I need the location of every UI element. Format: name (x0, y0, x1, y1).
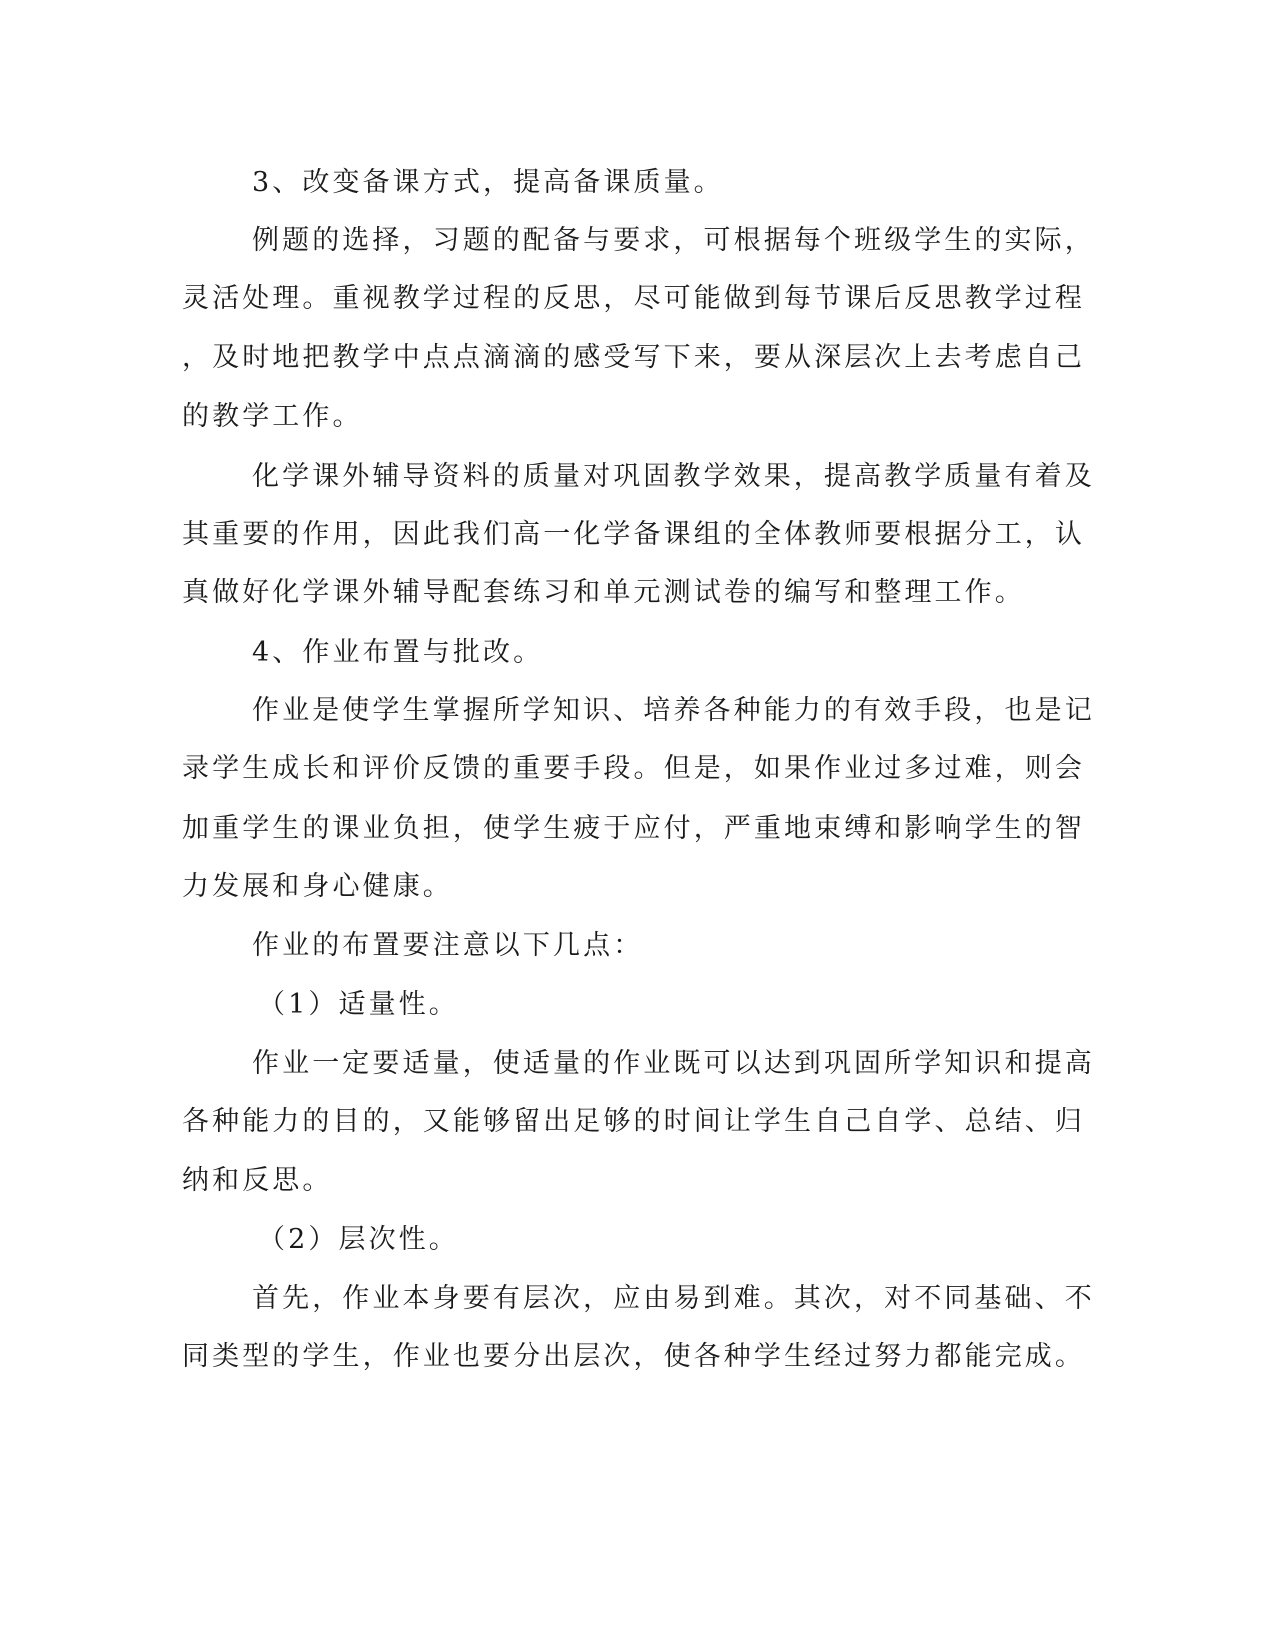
paragraph-line: 作业一定要适量，使适量的作业既可以达到巩固所学知识和提高 (252, 1048, 1095, 1079)
paragraph-line: 首先，作业本身要有层次，应由易到难。其次，对不同基础、不 (252, 1283, 1095, 1314)
subheading-1: （1）适量性。 (258, 989, 459, 1020)
paragraph-line: 录学生成长和评价反馈的重要手段。但是，如果作业过多过难，则会 (182, 753, 1085, 784)
paragraph-line: 的教学工作。 (182, 401, 363, 432)
paragraph-line: 作业的布置要注意以下几点： (252, 930, 644, 961)
paragraph-line: 真做好化学课外辅导配套练习和单元测试卷的编写和整理工作。 (182, 577, 1025, 608)
paragraph-line: 各种能力的目的，又能够留出足够的时间让学生自己自学、总结、归 (182, 1106, 1085, 1137)
paragraph-line: 灵活处理。重视教学过程的反思，尽可能做到每节课后反思教学过程 (182, 283, 1085, 314)
paragraph-line: 力发展和身心健康。 (182, 871, 453, 902)
paragraph-line: 例题的选择，习题的配备与要求，可根据每个班级学生的实际， (252, 225, 1095, 256)
paragraph-line: 作业是使学生掌握所学知识、培养各种能力的有效手段，也是记 (252, 695, 1095, 726)
paragraph-line: ，及时地把教学中点点滴滴的感受写下来，要从深层次上去考虑自己 (182, 342, 1085, 373)
subheading-2: （2）层次性。 (258, 1224, 459, 1255)
section-heading-3: 3、改变备课方式，提高备课质量。 (252, 167, 724, 198)
paragraph-line: 加重学生的课业负担，使学生疲于应付，严重地束缚和影响学生的智 (182, 813, 1085, 844)
paragraph-line: 纳和反思。 (182, 1165, 333, 1196)
section-heading-4: 4、作业布置与批改。 (252, 637, 544, 668)
paragraph-line: 其重要的作用，因此我们高一化学备课组的全体教师要根据分工，认 (182, 519, 1085, 550)
paragraph-line: 同类型的学生，作业也要分出层次，使各种学生经过努力都能完成。 (182, 1341, 1085, 1372)
paragraph-line: 化学课外辅导资料的质量对巩固教学效果，提高教学质量有着及 (252, 461, 1095, 492)
